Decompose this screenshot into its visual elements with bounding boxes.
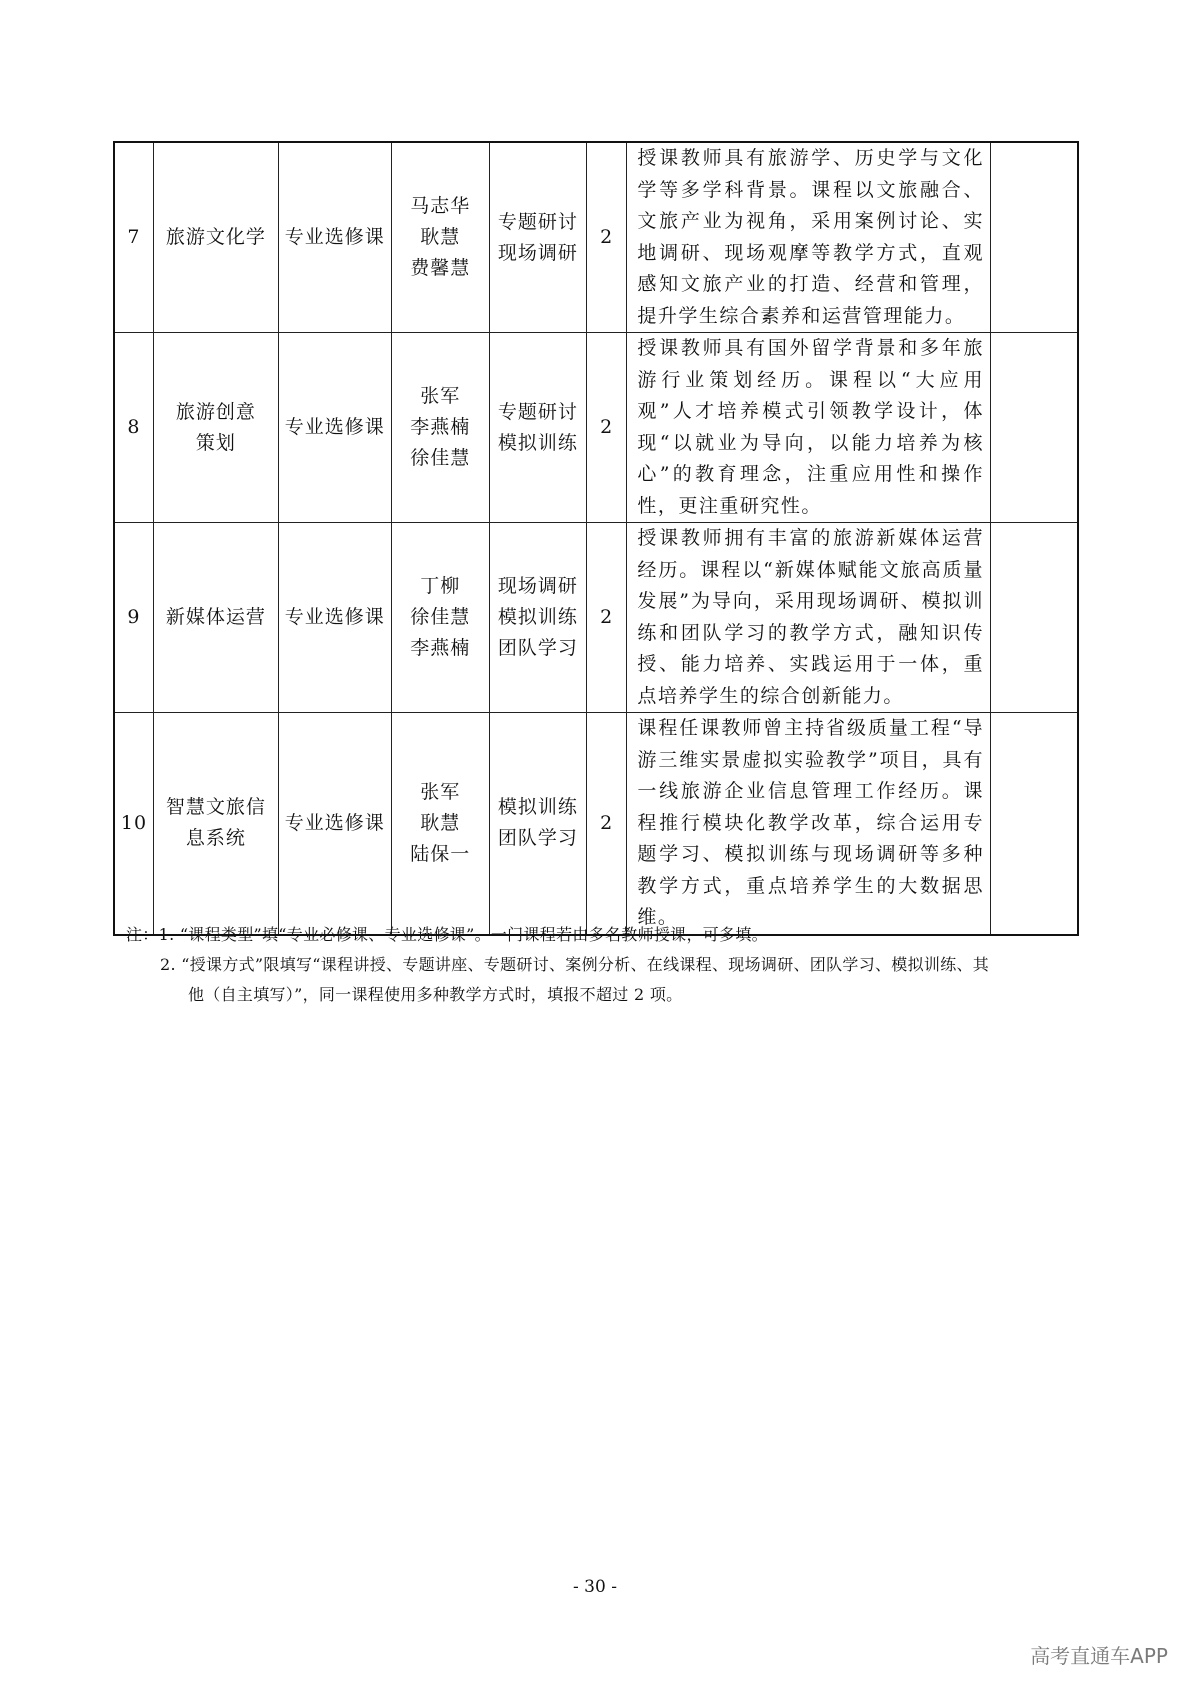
table-body (114, 142, 1078, 935)
table-row (114, 333, 1078, 523)
remarks-cell (991, 333, 1079, 523)
teacher-name: 耿慧 (420, 226, 461, 248)
teachers-cell (391, 523, 489, 713)
page-number: - 30 - (573, 1577, 617, 1597)
remarks-cell (991, 142, 1079, 333)
course-table (113, 141, 1079, 936)
description-cell: 授课教师具有旅游学、历史学与文化学等多学科背景。课程以文旅融合、文旅产业为视角，采用案例讨论、实地调研、现场观摩等教学方式，直观感知文旅产业的打造、经营和管理，提升学生综合素养和运营管理能力。 (627, 142, 991, 333)
course-name-line: 智慧文旅信 (165, 796, 266, 819)
methods-cell (489, 333, 586, 523)
teacher-name: 徐佳慧 (410, 606, 471, 628)
teaching-method: 团队学习 (497, 637, 578, 659)
teacher-name: 陆保一 (410, 842, 471, 865)
teaching-method: 团队学习 (497, 827, 578, 850)
teaching-method: 现场调研 (497, 575, 578, 597)
course-type-cell: 专业选修课 (278, 333, 391, 523)
credits-cell: 2 (586, 142, 627, 333)
description-cell: 授课教师具有国外留学背景和多年旅游行业策划经历。课程以“大应用观”人才培养模式引领教学设计，体现“以就业为导向，以能力培养为核心”的教育理念，注重应用性和操作性，更注重研究性。 (627, 333, 991, 523)
course-name-cell (153, 333, 278, 523)
teaching-method: 现场调研 (497, 241, 578, 264)
teacher-name: 徐佳慧 (410, 447, 471, 469)
course-type-cell: 专业选修课 (278, 523, 391, 713)
teachers-cell (391, 142, 489, 333)
methods-cell (489, 142, 586, 333)
credits-cell: 2 (586, 333, 627, 523)
teacher-name: 李燕楠 (410, 416, 471, 438)
course-name-cell (153, 523, 278, 713)
teaching-method: 模拟训练 (497, 796, 578, 819)
credits-cell: 2 (586, 713, 627, 935)
table-notes (126, 920, 1076, 1010)
description-cell: 授课教师拥有丰富的旅游新媒体运营经历。课程以“新媒体赋能文旅高质量发展”为导向，采用现场调研、模拟训练和团队学习的教学方式，融知识传授、能力培养、实践运用于一体，重点培养学生的综合创新能力。 (627, 523, 991, 713)
course-name-line: 旅游文化学 (165, 226, 266, 248)
note-line-1: 注：1. “课程类型”填“专业必修课、专业选修课”。一门课程若由多名教师授课，可多填。 (126, 925, 768, 944)
note-line-3: 他（自主填写）”，同一课程使用多种教学方式时，填报不超过 2 项。 (188, 985, 683, 1004)
description-cell: 课程任课教师曾主持省级质量工程“导游三维实景虚拟实验教学”项目，具有一线旅游企业信息管理工作经历。课程推行模块化教学改革，综合运用专题学习、模拟训练与现场调研等多种教学方式，重点培养学生的大数据思维。 (627, 713, 991, 935)
teacher-name: 张军 (420, 385, 461, 407)
course-name-line: 息系统 (185, 827, 246, 850)
remarks-cell (991, 713, 1079, 935)
table-row (114, 713, 1078, 935)
remarks-cell (991, 523, 1079, 713)
teacher-name: 马志华 (410, 195, 471, 217)
teachers-cell (391, 713, 489, 935)
row-number-cell: 10 (114, 713, 153, 935)
teacher-name: 张军 (420, 780, 461, 803)
course-type-cell: 专业选修课 (278, 142, 391, 333)
course-type-cell: 专业选修课 (278, 713, 391, 935)
teaching-method: 专题研讨 (497, 400, 578, 423)
course-name-line: 策划 (195, 431, 236, 454)
teacher-name: 费馨慧 (410, 257, 471, 279)
row-number-cell: 9 (114, 523, 153, 713)
teachers-cell (391, 333, 489, 523)
watermark-text: 高考直通车APP (1030, 1644, 1168, 1668)
course-name-line: 旅游创意 (175, 400, 256, 423)
teaching-method: 专题研讨 (497, 210, 578, 233)
teacher-name: 丁柳 (420, 575, 461, 597)
note-line-2: 2. “授课方式”限填写“课程讲授、专题讲座、专题研讨、案例分析、在线课程、现场调研、团队学习、模拟训练、其 (160, 955, 990, 974)
table-row (114, 142, 1078, 333)
methods-cell (489, 523, 586, 713)
course-name-cell (153, 713, 278, 935)
course-name-cell (153, 142, 278, 333)
methods-cell (489, 713, 586, 935)
teacher-name: 耿慧 (420, 811, 461, 834)
credits-cell: 2 (586, 523, 627, 713)
teaching-method: 模拟训练 (497, 431, 578, 454)
teacher-name: 李燕楠 (410, 637, 471, 659)
table-row (114, 523, 1078, 713)
row-number-cell: 7 (114, 142, 153, 333)
teaching-method: 模拟训练 (497, 606, 578, 628)
course-name-line: 新媒体运营 (165, 606, 266, 628)
row-number-cell: 8 (114, 333, 153, 523)
